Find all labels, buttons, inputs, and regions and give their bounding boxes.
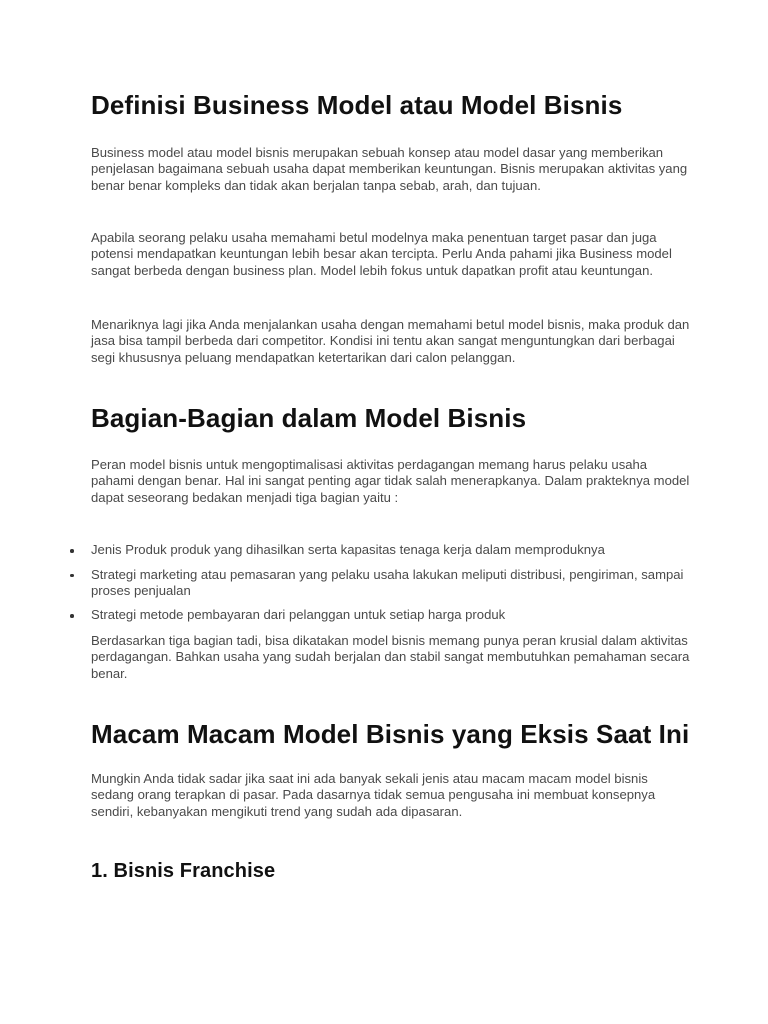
heading-macam: Macam Macam Model Bisnis yang Eksis Saat Ini: [91, 719, 690, 749]
paragraph-definisi-2: Apabila seorang pelaku usaha memahami betul modelnya maka penentuan target pasar dan juga potensi mendapatkan keuntungan lebih besar akan tercipta. Perlu Anda pahami jika Business model sangat berbeda dengan business plan. Model lebih fokus untuk dapatkan profit atau keuntungan.: [91, 230, 672, 278]
paragraph-definisi-3: Menariknya lagi jika Anda menjalankan usaha dengan memahami betul model bisnis, maka produk dan jasa bisa tampil berbeda dari competitor. Kondisi ini tentu akan sangat menguntungkan dari berbagai segi khususnya peluang mendapatkan ketertarikan dari calon pelanggan.: [91, 317, 690, 365]
paragraph-bagian-intro: Peran model bisnis untuk mengoptimalisasi aktivitas perdagangan memang harus pelaku usaha pahami dengan benar. Hal ini sangat penting agar tidak salah menerapkanya. Dalam prakteknya model dapat seseorang bedakan menjadi tiga bagian yaitu :: [91, 457, 690, 505]
paragraph-macam-intro: Mungkin Anda tidak sadar jika saat ini ada banyak sekali jenis atau macam macam model bisnis sedang orang terapkan di pasar. Pada dasarnya tidak semua pengusaha ini membuat konsepnya sendiri, kebanyakan mengikuti trend yang sudah ada dipasaran.: [91, 771, 656, 819]
heading-franchise: 1. Bisnis Franchise: [91, 860, 276, 882]
list-item: [70, 567, 690, 600]
bullet-icon: [70, 614, 74, 618]
paragraph-bagian-outro: Berdasarkan tiga bagian tadi, bisa dikatakan model bisnis memang punya peran krusial dalam aktivitas perdagangan. Bahkan usaha yang sudah berjalan dan stabil sangat membutuhkan pemahaman secara benar.: [91, 633, 690, 681]
bagian-list: [70, 542, 690, 632]
paragraph-definisi-1: Business model atau model bisnis merupakan sebuah konsep atau model dasar yang memberikan penjelasan bagaimana sebuah usaha dapat memberikan keuntungan. Bisnis merupakan aktivitas yang benar benar kompleks dan tidak akan berjalan tanpa sebab, arah, dan tujuan.: [91, 145, 688, 193]
list-item-text: Strategi marketing atau pemasaran yang pelaku usaha lakukan meliputi distribusi, pengiriman, sampai proses penjualan: [91, 566, 684, 598]
bullet-icon: [70, 549, 74, 553]
list-item: [70, 542, 690, 558]
bullet-icon: [70, 574, 74, 578]
list-item-text: Jenis Produk produk yang dihasilkan serta kapasitas tenaga kerja dalam memproduknya: [91, 542, 605, 557]
heading-definisi: Definisi Business Model atau Model Bisnis: [91, 90, 623, 120]
list-item-text: Strategi metode pembayaran dari pelanggan untuk setiap harga produk: [91, 607, 506, 623]
heading-bagian: Bagian-Bagian dalam Model Bisnis: [91, 403, 527, 433]
list-item: [70, 607, 690, 623]
